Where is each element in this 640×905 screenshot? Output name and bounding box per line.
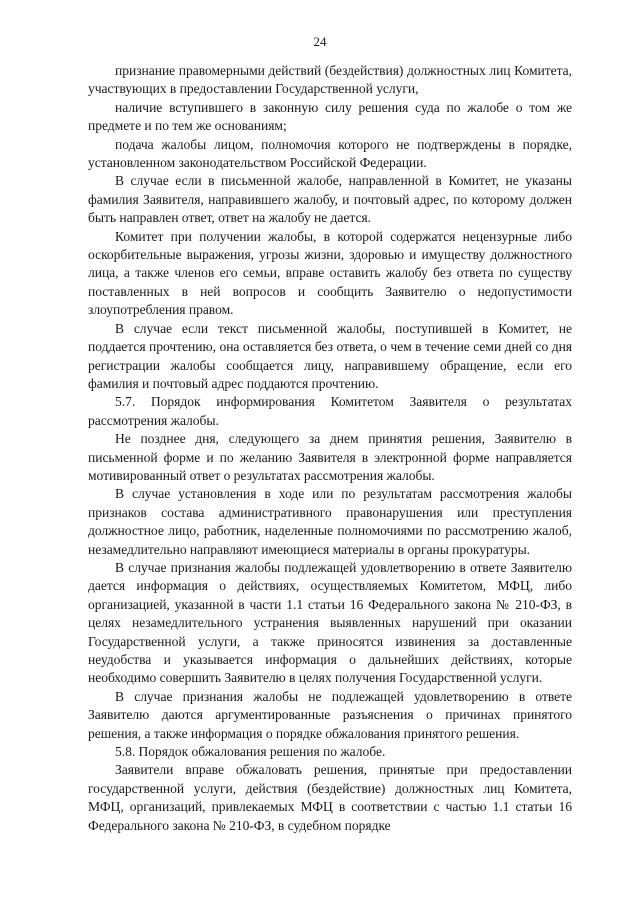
paragraph: подача жалобы лицом, полномочия которого не подтверждены в порядке, установленном законодательством Российской Федерации.	[88, 136, 572, 171]
paragraph: В случае установления в ходе или по результатам рассмотрения жалобы признаков состава административного правонарушения или преступления должностное лицо, работник, наделенные полномочиями по рассмотрению жалоб, незамедлительно направляют имеющиеся материалы в органы прокуратуры.	[88, 486, 572, 557]
paragraph: признание правомерными действий (бездействия) должностных лиц Комитета, участвующих в предоставлении Государственной услуги,	[88, 63, 572, 97]
paragraph: Комитет при получении жалобы, в которой содержатся нецензурные либо оскорбительные выражения, угрозы жизни, здоровью и имуществу должностного лица, а также членов его семьи, вправе оставить жалобу без ответа по существу поставленных в ней вопросов и сообщить Заявителю о недопустимости злоупотребления правом.	[88, 228, 572, 318]
document-body	[88, 62, 572, 835]
section-heading-5-8: 5.8. Порядок обжалования решения по жалобе.	[115, 744, 386, 760]
paragraph: наличие вступившего в законную силу решения суда по жалобе о том же предмете и по тем же основаниям;	[88, 99, 572, 134]
paragraph: Не позднее дня, следующего за днем принятия решения, Заявителю в письменной форме и по желанию Заявителя в электронной форме направляется мотивированный ответ о результатах рассмотрения жалобы.	[88, 431, 572, 483]
paragraph: В случае если в письменной жалобе, направленной в Комитет, не указаны фамилия Заявителя, направившего жалобу, и почтовый адрес, по которому должен быть направлен ответ, ответ на жалобу не дается.	[88, 173, 572, 226]
paragraph: В случае признания жалобы подлежащей удовлетворению в ответе Заявителю дается информация о действиях, осуществляемых Комитетом, МФЦ, либо организацией, указанной в части 1.1 статьи 16 Федерального закона № 210-ФЗ, в целях незамедлительного устранения выявленных нарушений при оказании Государственной услуги, а также приносятся извинения за доставленные неудобства и указывается информация о дальнейших действиях, которые необходимо совершить Заявителю в целях получения Государственной услуги.	[88, 559, 572, 686]
section-heading-5-7: 5.7. Порядок информирования Комитетом Заявителя о результатах рассмотрения жалобы.	[88, 394, 572, 428]
paragraph: В случае признания жалобы не подлежащей удовлетворению в ответе Заявителю даются аргументированные разъяснения о причинах принятого решения, а также информация о порядке обжалования принятого решения.	[88, 688, 572, 741]
paragraph: Заявители вправе обжаловать решения, принятые при предоставлении государственной услуги, действия (бездействие) должностных лиц Комитета, МФЦ, организаций, привлекаемых МФЦ в соответствии с частью 1.1 статьи 16 Федерального закона № 210-ФЗ, в судебном порядке	[88, 762, 572, 833]
page-number: 24	[313, 34, 327, 49]
paragraph: В случае если текст письменной жалобы, поступившей в Комитет, не поддается прочтению, она оставляется без ответа, о чем в течение семи дней со дня регистрации жалобы сообщается лицу, направившему обращение, если его фамилия и почтовый адрес поддаются прочтению.	[88, 320, 572, 391]
